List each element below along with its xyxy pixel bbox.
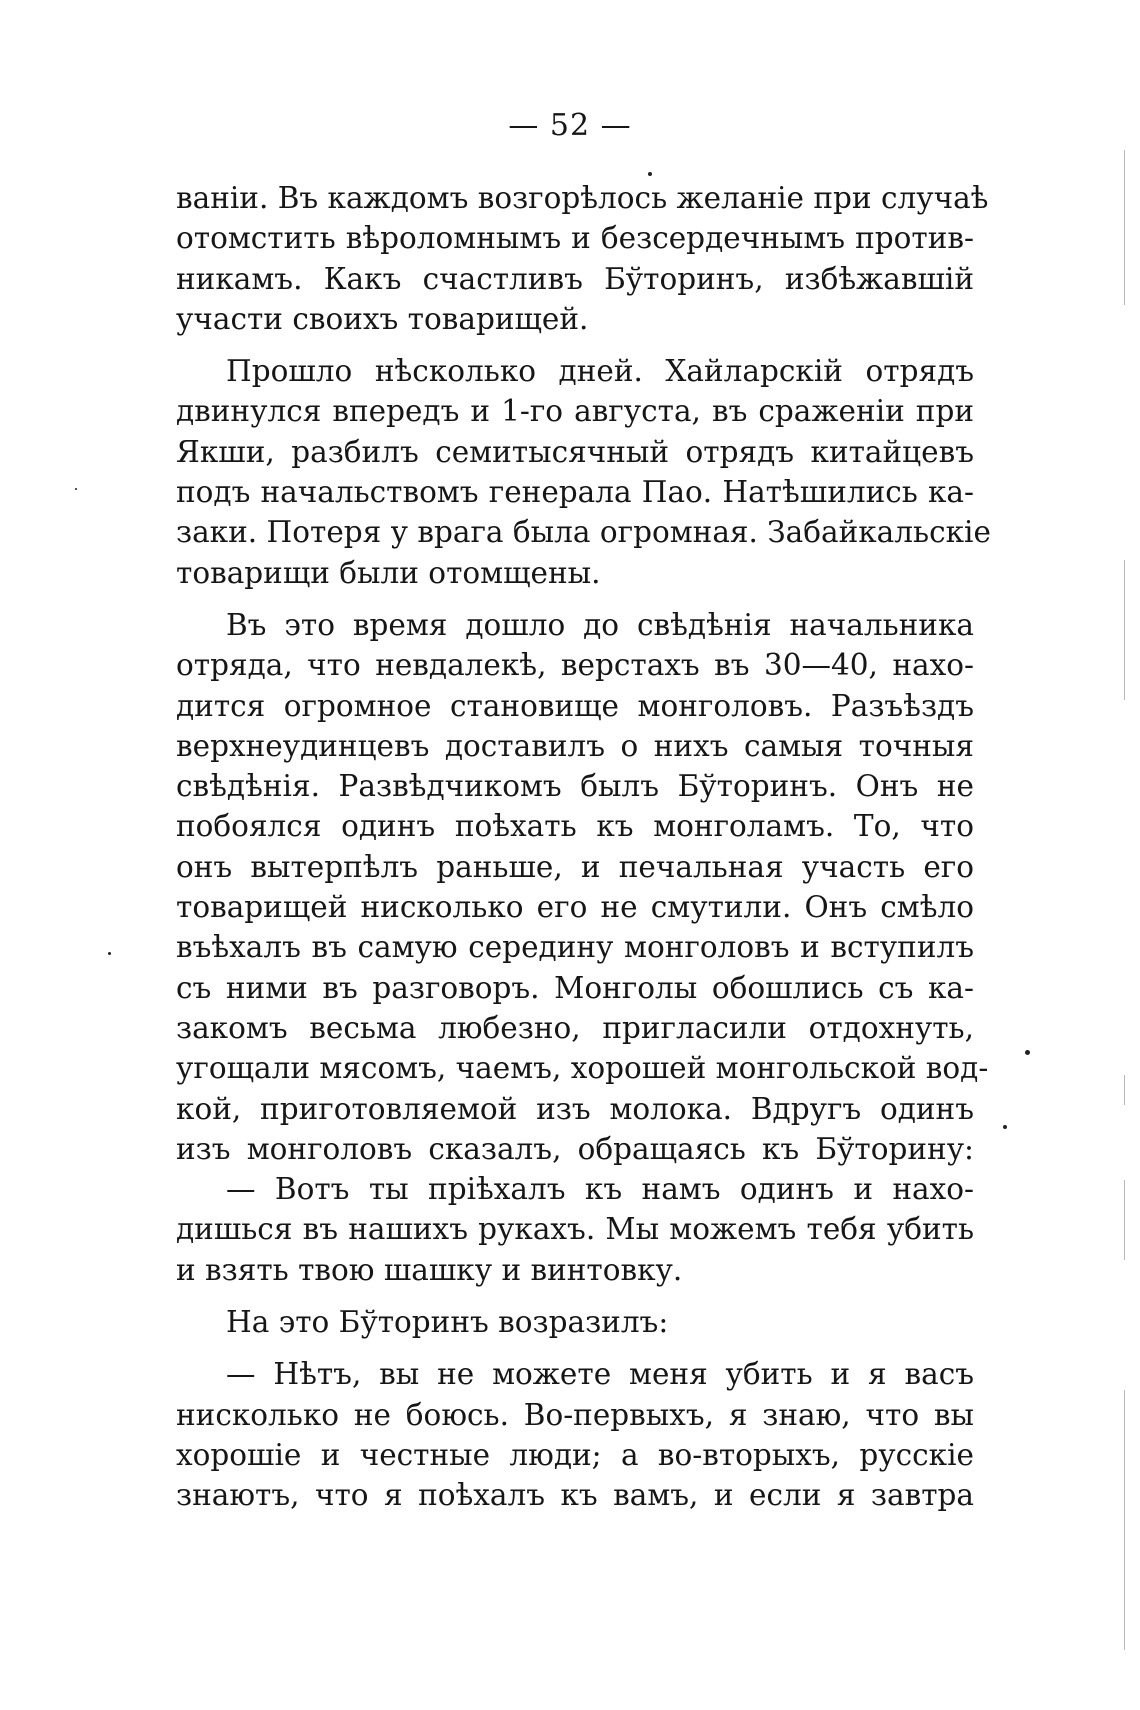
text-line: — Вотъ ты прiѣхалъ къ намъ одинъ и нахо- — [226, 1172, 974, 1207]
paragraph — [176, 178, 989, 339]
text-line: заки. Потеря у врага была огромная. Забайкальскiе — [176, 515, 991, 550]
text-line: Прошло нѣсколько дней. Хайларскiй отрядъ — [226, 354, 974, 389]
text-line: дится огромное становище монголовъ. Разъѣздъ — [176, 688, 974, 723]
text-line: онъ вытерпѣлъ раньше, и печальная участь его — [176, 849, 974, 884]
text-line: свѣдѣнiя. Развѣдчикомъ былъ Бўторинъ. Онъ не — [176, 769, 974, 804]
page-number: — 52 — — [508, 108, 632, 143]
text-line: кой, приготовляемой изъ молока. Вдругъ одинъ — [176, 1091, 974, 1126]
scan-edge-line — [1124, 1075, 1125, 1105]
text-line: изъ монголовъ сказалъ, обращаясь къ Бўторину: — [176, 1131, 974, 1166]
text-line: Якши, разбилъ семитысячный отрядъ китайцевъ — [176, 434, 974, 469]
scan-edge-line — [1124, 1180, 1125, 1260]
text-line: Въ это время дошло до свѣдѣнiя начальника — [226, 607, 974, 642]
text-line: На это Бўторинъ возразилъ: — [226, 1305, 669, 1340]
scan-speck — [108, 952, 111, 955]
scan-edge-line — [1124, 1390, 1125, 1650]
paragraph — [176, 1169, 974, 1290]
scan-speck — [648, 172, 652, 176]
text-line: товарищей нисколько его не смутили. Онъ смѣло — [176, 890, 974, 925]
text-line: ванiи. Въ каждомъ возгорѣлось желанiе при случаѣ — [176, 181, 989, 215]
scan-edge-line — [1124, 150, 1125, 305]
text-line: дишься въ нашихъ рукахъ. Мы можемъ тебя убить — [176, 1212, 974, 1247]
paragraph — [176, 605, 989, 1169]
text-line: закомъ весьма любезно, пригласили отдохнуть, — [176, 1010, 974, 1045]
scan-speck — [1003, 1125, 1007, 1129]
scan-speck — [1025, 1050, 1030, 1055]
paragraph — [176, 351, 991, 593]
paragraph — [176, 1302, 974, 1342]
text-line: верхнеудинцевъ доставилъ о нихъ самыя точныя — [176, 728, 974, 763]
text-line: въѣхалъ въ самую середину монголовъ и вступилъ — [176, 930, 974, 965]
text-line: двинулся впередъ и 1-го августа, въ сраженiи при — [176, 394, 974, 429]
text-line: нисколько не боюсь. Во-первыхъ, я знаю, что вы — [176, 1397, 974, 1432]
text-line: — Нѣтъ, вы не можете меня убить и я васъ — [226, 1357, 974, 1392]
text-line: хорошiе и честные люди; а во-вторыхъ, русскiе — [176, 1437, 974, 1472]
text-line: участи своихъ товарищей. — [176, 301, 589, 336]
text-line: подъ начальствомъ генерала Пао. Натѣшились ка- — [176, 475, 974, 510]
text-line: съ ними въ разговоръ. Монголы обошлись съ ка- — [176, 970, 974, 1005]
paragraph — [176, 1354, 974, 1515]
text-line: никамъ. Какъ счастливъ Бўторинъ, избѣжавшiй — [176, 261, 974, 296]
text-line: знаютъ, что я поѣхалъ къ вамъ, и если я завтра — [176, 1478, 974, 1513]
text-line: отомстить вѣроломнымъ и безсердечнымъ против- — [176, 221, 974, 256]
text-line: товарищи были отомщены. — [176, 555, 601, 590]
text-line: и взять твою шашку и винтовку. — [176, 1252, 683, 1287]
text-line: отряда, что невдалекѣ, верстахъ въ 30—40, нахо- — [176, 648, 974, 683]
scan-edge-line — [1124, 560, 1125, 700]
text-line: угощали мясомъ, чаемъ, хорошей монгольской вод- — [176, 1051, 989, 1086]
scan-speck — [75, 488, 77, 490]
body-text — [176, 178, 991, 1516]
text-line: побоялся одинъ поѣхать къ монголамъ. То, что — [176, 809, 974, 844]
